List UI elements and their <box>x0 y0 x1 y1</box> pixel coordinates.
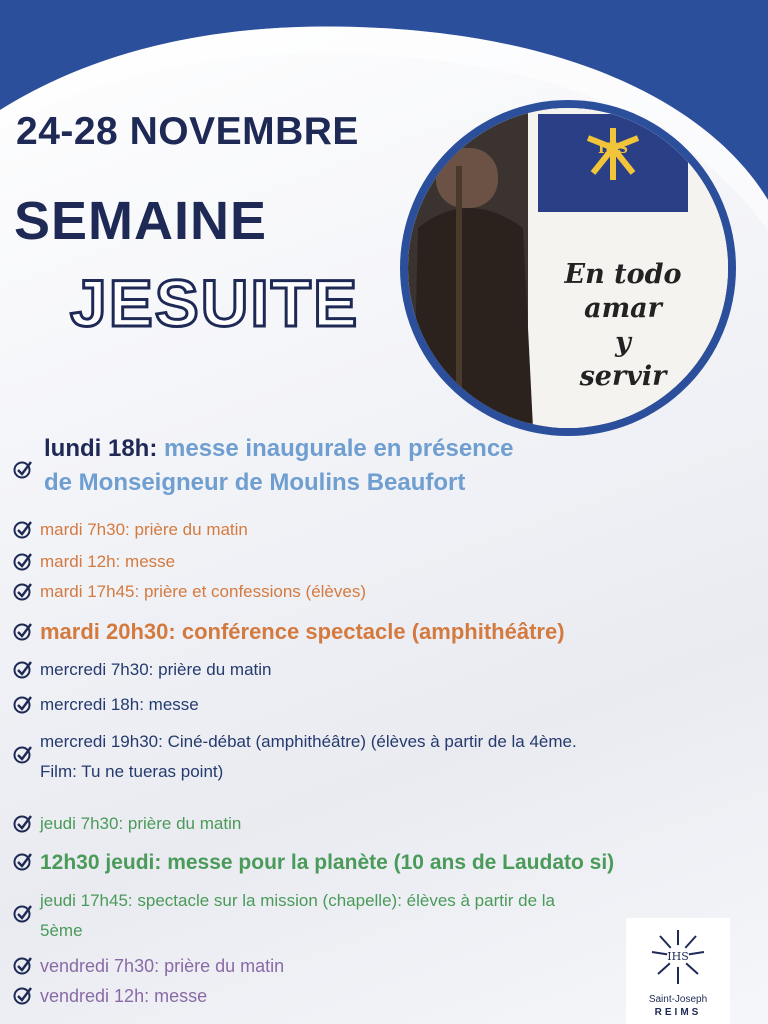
schedule-text: mercredi 19h30: Ciné-débat (amphithéâtre) (élèves à partir de la 4ème. <box>40 732 577 751</box>
check-icon <box>12 850 34 872</box>
schedule-item <box>12 727 577 787</box>
banner-monogram: IHS <box>598 141 628 157</box>
check-icon <box>12 984 34 1006</box>
photo-motto <box>558 258 688 394</box>
schedule-text: vendredi 12h: messe <box>40 986 208 1006</box>
schedule-lead: lundi 18h: <box>44 435 158 462</box>
logo-city: REIMS <box>654 1007 702 1018</box>
check-icon <box>12 550 34 572</box>
check-icon <box>12 518 34 540</box>
schedule-text: mercredi 18h: messe <box>40 695 199 714</box>
schedule-text: mardi 12h: messe <box>40 552 176 571</box>
school-logo <box>626 918 730 1024</box>
title-jesuite: JESUITE <box>70 266 360 340</box>
motto-line: En todo <box>564 259 682 290</box>
schedule-item <box>12 812 241 836</box>
motto-line: amar <box>584 293 662 324</box>
schedule-text: mercredi 7h30: prière du matin <box>40 660 272 679</box>
schedule-item <box>12 617 565 648</box>
schedule-text: mardi 17h45: prière et confessions (élèves) <box>40 582 366 601</box>
schedule-text: messe inaugurale en présence <box>164 435 514 462</box>
check-icon <box>12 902 34 924</box>
schedule-item <box>12 954 284 979</box>
schedule-text-cont: Film: Tu ne tueras point) <box>40 762 224 781</box>
schedule-item <box>12 580 366 604</box>
schedule-item <box>12 886 555 946</box>
schedule-text: vendredi 7h30: prière du matin <box>40 956 285 976</box>
event-dates: 24-28 NOVEMBRE <box>16 110 359 153</box>
schedule-text: mardi 7h30: prière du matin <box>40 520 248 539</box>
schedule-item <box>12 432 514 500</box>
schedule-text: 12h30 jeudi: messe pour la planète (10 ans de Laudato si) <box>40 851 615 874</box>
schedule-text: jeudi 7h30: prière du matin <box>40 814 242 833</box>
title-semaine: SEMAINE <box>14 191 268 251</box>
schedule-text: mardi 20h30: conférence spectacle (amphithéâtre) <box>40 619 565 644</box>
check-icon <box>12 658 34 680</box>
check-icon <box>12 580 34 602</box>
schedule-text: jeudi 17h45: spectacle sur la mission (chapelle): élèves à partir de la <box>40 891 555 910</box>
check-icon <box>12 812 34 834</box>
schedule-item <box>12 658 272 682</box>
photo <box>408 108 728 428</box>
ihs-sunburst-icon <box>626 918 730 994</box>
check-icon <box>12 620 34 642</box>
photo-frame <box>400 100 736 436</box>
motto-line: servir <box>579 361 667 392</box>
motto-line: y <box>615 327 631 358</box>
schedule-item <box>12 984 207 1009</box>
check-icon <box>12 743 34 765</box>
check-icon <box>12 954 34 976</box>
schedule-item <box>12 693 199 717</box>
logo-monogram: IHS <box>667 950 689 963</box>
schedule-text-cont: 5ème <box>40 921 83 940</box>
logo-name: Saint-Joseph <box>648 994 708 1005</box>
check-icon <box>12 458 34 480</box>
schedule-item <box>12 848 614 877</box>
check-icon <box>12 693 34 715</box>
schedule-item <box>12 550 175 574</box>
schedule-item <box>12 518 248 542</box>
schedule-text-cont: de Monseigneur de Moulins Beaufort <box>44 469 466 496</box>
